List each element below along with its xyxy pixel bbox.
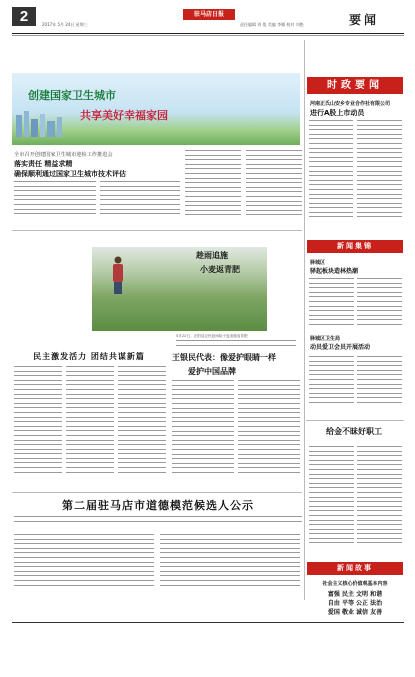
news-item2-col2 [357, 356, 402, 410]
news-item2-title: 动员爱卫会员开展活动 [310, 344, 371, 351]
story-box-title: 新闻故事 [307, 562, 403, 575]
mid-article-col2 [238, 380, 300, 486]
left-article-col3 [118, 366, 166, 486]
bottom-list-left [14, 534, 154, 592]
lead-headline1: 落实责任 精益求精 [14, 160, 73, 168]
left-article-col2 [66, 366, 114, 486]
mid-article-col1 [172, 380, 234, 486]
news-item2-kicker: 驿城区卫生局 [310, 336, 341, 342]
news-item1-kicker: 驿城区 [310, 260, 326, 266]
news-item1-col2 [357, 278, 402, 330]
header-rule [12, 33, 404, 34]
left-article-col1 [14, 366, 62, 486]
right-text-col2 [357, 120, 402, 224]
right-text-col1 [309, 120, 353, 224]
banner-line2: 共享美好幸福家园 [80, 109, 168, 122]
slogan-title: 社会主义核心价值观基本内容 [322, 581, 388, 587]
bottom-banner-title: 第二届驻马店市道德模范候选人公示 [62, 499, 254, 512]
news-box-title: 新闻集锦 [307, 240, 403, 253]
footer-rule [12, 622, 404, 623]
page-number: 2 [12, 7, 36, 26]
right-headline1: 河南正氏山安乡专业合作社有限公司 [310, 101, 391, 107]
city-skyline-icon [12, 109, 82, 137]
lead-text-col1 [14, 181, 96, 217]
right-article-col2 [357, 446, 402, 556]
banner-line1: 创建国家卫生城市 [28, 89, 116, 102]
right-article-col1 [309, 446, 354, 556]
header-rule-thin [12, 35, 404, 36]
slogan-line3: 自由 平等 公正 法治 [327, 600, 383, 607]
left-article-title: 民主激发活力 团结共谋新篇 [33, 352, 145, 361]
farmer-figure-icon [110, 255, 126, 295]
column-divider [304, 40, 305, 600]
lead-kicker: 全市召开创建国家卫生城市迎检工作推进会 [14, 152, 113, 158]
right-article-title: 给金不昧好职工 [326, 427, 382, 436]
lead-headline2: 确保顺利通过国家卫生城市技术评估 [14, 170, 126, 178]
bottom-list-right [160, 534, 300, 592]
politics-box-title: 时政要闻 [307, 77, 403, 94]
slogan-line4: 爱国 敬业 诚信 友善 [327, 609, 383, 616]
editor-line: 责任编辑 刘 俊 美编 李娜 校对 刘艳 [240, 22, 304, 27]
section-title: 要闻 [349, 13, 380, 27]
photo-title2: 小麦返青肥 [200, 265, 240, 274]
news-item1-col1 [309, 278, 354, 330]
banner-image [12, 73, 300, 145]
mid-article-title1: 王银民代表：像爱护眼睛一样 [172, 353, 276, 362]
mid-article-title2: 爱护中国品牌 [188, 367, 236, 376]
paper-name: 驻马店日报 [183, 9, 235, 20]
bottom-intro-text [14, 516, 302, 530]
bottom-divider [12, 492, 302, 493]
news-item1-title: 驿起板块造林热潮 [310, 268, 359, 275]
right-article-divider [306, 420, 404, 421]
photo-title1: 趁雨追施 [196, 251, 228, 260]
lead-text-col4 [246, 150, 302, 218]
photo-caption: 5月22日，正阳县农民趁雨给小麦追施返青肥 [176, 334, 248, 338]
lead-text-col2 [100, 181, 180, 217]
right-headline2: 进行A股上市动员 [310, 109, 365, 117]
date-line: 2017年 5月 24日 星期三 [42, 22, 88, 27]
photo-caption-text [176, 340, 296, 352]
slogan-line2: 富强 民主 文明 和谐 [327, 591, 383, 598]
news-item2-col1 [309, 356, 354, 410]
wheat-field-photo [92, 247, 267, 331]
section-divider [12, 230, 302, 231]
lead-text-col3 [185, 150, 241, 218]
